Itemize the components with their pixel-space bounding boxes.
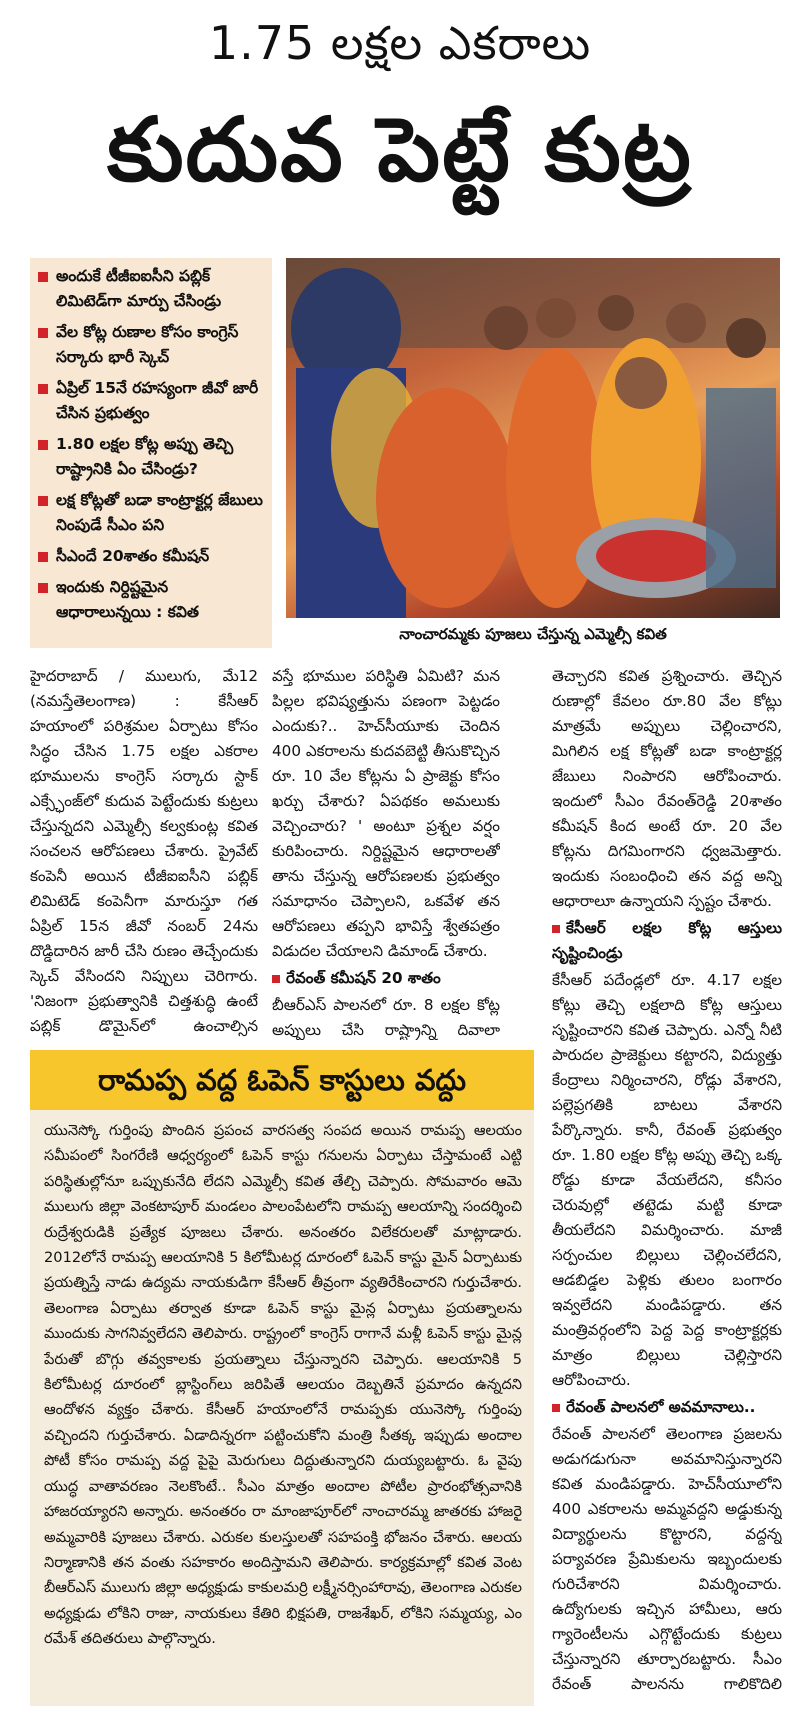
highlight-item: ఏప్రిల్ 15నే రహస్యంగా జీవో జారీ చేసిన ప్రభుత్వం [38,376,264,426]
side-story-body: యునెస్కో గుర్తింపు పొందిన ప్రపంచ వారసత్వ సంపద అయిన రామప్ప ఆలయం సమీపంలో సింగరేణి ఆధ్వర్యంలో ఓపెన్ కాస్టు గనులను ఏర్పాటు చేస్తామంటే ఎట్టి పరిస్థితుల్లోనూ ఒప్పుకునేది లేదని ఎమ్మెల్సీ కవిత తేల్చి చెప్పారు. సోమవారం ఆమె ములుగు జిల్లా వెంకటాపూర్ మండలం పాలంపేటలోని రామప్ప ఆలయాన్ని సందర్శించి రుద్రేశ్వరుడికి ప్రత్యేక పూజలు చేశారు. అనంతరం విలేకరులతో మాట్లాడారు. 2012లోనే రామప్ప ఆలయానికి 5 కిలోమీటర్ల దూరంలో ఓపెన్ కాస్టు మైన్ ఏర్పాటుకు ప్రయత్నిస్తే నాడు ఉద్యమ నాయకుడిగా కేసీఆర్ తీవ్రంగా వ్యతిరేకించారని గుర్తుచేశారు. తెలంగాణ ఏర్పాటు తర్వాత కూడా ఓపెన్ కాస్టు మైన్ల ఏర్పాటు ప్రయత్నాలను ముందుకు సాగనివ్వలేదని తెలిపారు. రాష్ట్రంలో కాంగ్రెస్ రాగానే మళ్లీ ఓపెన్ కాస్టు మైన్ల పేరుతో బొగ్గు తవ్వకాలకు ప్రయత్నాలు చేస్తున్నారని చెప్పారు. ఆలయానికి 5 కిలోమీటర్ల దూరంలో బ్లాస్టింగ్‌లు జరిపితే ఆలయం దెబ్బతినే ప్రమాదం ఉన్నదని ఆందోళన వ్యక్తం చేశారు. కేసీఆర్ హయాంలోనే రామప్పకు యునెస్కో గుర్తింపు వచ్చిందని గుర్తుచేశారు. ఏడాదిన్నరగా పట్టించుకోని మంత్రి సీతక్క ఇప్పుడు అందాల పోటీ కోసం రామప్ప వద్ద పైపై మెరుగులు దిద్దుతున్నారని దుయ్యబట్టారు. ఓ వైపు యుద్ధ వాతావరణం నెలకొంటే.. సీఎం మాత్రం అందాల పోటీల ప్రారంభోత్సవానికి హాజరయ్యారని అన్నారు. అనంతరం రా మాంజాపూర్‌లో నాంచారమ్మ జాతరకు హాజరై అమ్మవారికి పూజలు చేశారు. ఎరుకల కులస్తులతో సహపంక్తి భోజనం చేశారు. ఆలయ నిర్మాణానికి తన వంతు సహకారం అందిస్తామని తెలిపారు. కార్యక్రమాల్లో కవిత వెంట బీఆర్ఎస్ ములుగు జిల్లా అధ్యక్షుడు కాకులమర్రి లక్ష్మీనర్సింహారావు, తెలంగాణ ఎరుకల అధ్యక్షుడు లోకిని రాజు, నాయకులు కేతిరి భిక్షపతి, రాజశేఖర్, లోకిని సమ్మయ్య, ఎం రమేశ్ తదితరులు పాల్గొన్నారు. [44,1122,522,1648]
bullet-square-icon [552,1404,560,1412]
article-paragraph: వస్తే భూముల పరిస్థితి ఏమిటి? మన పిల్లల భవిష్యత్తును పణంగా పెట్టడం ఎందుకు?.. హెచ్‌సీయూకు చెందిన 400 ఎకరాలను కుదవబెట్టి తీసుకొచ్చిన రూ. 10 వేల కోట్లను ఏ ప్రాజెక్టు కోసం ఖర్చు చేశారు? ఏపథకం అమలుకు వెచ్చించారు? ' అంటూ ప్రశ్నల వర్షం కురిపించారు. నిర్దిష్టమైన ఆధారాలతో తాను చేస్తున్న ఆరోపణలకు ప్రభుత్వం సమాధానం చెప్పాలని, ఒకవేళ తన ఆరోపణలు తప్పని భావిస్తే శ్వేతపత్రం విడుదల చేయాలని డిమాండ్ చేశారు. [272,667,500,960]
article-subhead: రేవంత్ పాలనలో అవమానాలు.. [552,1395,782,1420]
article-paragraph: తెచ్చారని కవిత ప్రశ్నించారు. తెచ్చిన రుణాల్లో కేవలం రూ.80 వేల కోట్లు మాత్రమే అప్పులు చెల్లించారని, మిగిలిన లక్ష కోట్లతో బడా కాంట్రాక్టర్ల జేబులు నింపారని ఆరోపించారు. ఇందులో సీఎం రేవంత్‌రెడ్డి 20శాతం కమీషన్ కింద అంటే రూ. 20 వేల కోట్లను దిగమింగారని ధ్వజమెత్తారు. ఇందుకు సంబంధించి తన వద్ద అన్ని ఆధారాలూ ఉన్నాయని స్పష్టం చేశారు. [552,667,782,910]
photo-illustration [286,258,780,618]
bullet-square-icon [38,328,48,338]
highlight-item: వేల కోట్ల రుణాల కోసం కాంగ్రెస్ సర్కారు భారీ స్కెచ్ [38,320,264,370]
bullet-square-icon [38,272,48,282]
article-subhead: రేవంత్ కమీషన్ 20 శాతం [272,966,500,991]
highlights-box [30,258,272,648]
article-paragraph: హైదరాబాద్ / ములుగు, మే12 (నమస్తేతెలంగాణ) : కేసీఆర్ హయాంలో పరిశ్రమల ఏర్పాటు కోసం సిద్ధం చేసిన 1.75 లక్షల ఎకరాల భూములను కాంగ్రెస్ సర్కారు స్టాక్ ఎక్స్ఛేంజ్‌లో కుదువ పెట్టేందుకు కుట్రలు చేస్తున్నదని ఎమ్మెల్సీ కల్వకుంట్ల కవిత సంచలన ఆరోపణలు చేశారు. ప్రైవేట్ కంపెనీ అయిన టీజీఐఐసీని పబ్లిక్ లిమిటెడ్ కంపెనీగా మారుస్తూ గత ఏప్రిల్ 15న జీవో నంబర్ 24ను దొడ్డిదారిన జారీ చేసి రుణం తెచ్చేందుకు స్కెచ్ వేసిందని నిప్పులు చెరిగారు. 'నిజంగా ప్రభుత్వానికి చిత్తశుద్ధి ఉంటే పబ్లిక్ డొమైన్‌లో ఉంచాల్సిన [30,667,258,1035]
bullet-square-icon [272,975,280,983]
bullet-square-icon [38,440,48,450]
news-photo [286,258,780,618]
article-paragraph: కేసీఆర్ పదేండ్లలో రూ. 4.17 లక్షల కోట్లు తెచ్చి లక్షలాది కోట్ల ఆస్తులు సృష్టించారని కవిత చెప్పారు. ఎన్నో నీటి పారుదల ప్రాజెక్టులు కట్టారని, విద్యుత్తు కేంద్రాలు నిర్మించారని, రోడ్లు వేశారని, పల్లెప్రగతికి బాటలు వేశారని పేర్కొన్నారు. కానీ, రేవంత్ ప్రభుత్వం రూ. 1.80 లక్షల కోట్ల అప్పు తెచ్చి ఒక్క రోడ్డు కూడా వేయలేదని, కనీసం చెరువుల్లో తట్టెడు మట్టి కూడా తీయలేదని విమర్శించారు. మాజీ సర్పంచుల బిల్లులు చెల్లించలేదని, ఆడబిడ్డల పెళ్లికు తులం బంగారం ఇవ్వలేదని మండిపడ్డారు. తన మంత్రివర్గంలోని పెద్ద పెద్ద కాంట్రాక్టర్లకు మాత్రం బిల్లులు చెల్లిస్తారని ఆరోపించారు. [552,971,782,1389]
bullet-square-icon [38,384,48,394]
article-paragraph: బీఆర్ఎస్ పాలనలో రూ. 8 లక్షల కోట్ల అప్పులు చేసి రాష్ట్రాన్ని దివాలా [272,996,500,1039]
bullet-square-icon [552,925,560,933]
article-paragraph: రేవంత్ పాలనలో తెలంగాణ ప్రజలను అడుగడుగునా అవమానిస్తున్నారని కవిత మండిపడ్డారు. హెచ్‌సీయూలోని 400 ఎకరాలను అమ్మవద్దని అడ్డుకున్న విద్యార్థులను కొట్టారని, వద్దన్న పర్యావరణ ప్రేమికులను ఇబ్బందులకు గురిచేశారని విమర్శించారు. ఉద్యోగులకు ఇచ్చిన హామీలు, ఆరు గ్యారెంటీలను ఎగ్గొట్టేందుకు కుట్రలు చేస్తున్నారని తూర్పారబట్టారు. సీఎం రేవంత్ పాలనను గాలికొదిలి [552,1425,782,1693]
highlight-item: అందుకే టీజీఐఐసీని పబ్లిక్ లిమిటెడ్‌గా మార్పు చేసిండ్రు [38,264,264,314]
bullet-square-icon [38,552,48,562]
article-column-1 [30,664,258,1040]
headline-line-1: 1.75 లక్షల ఎకరాలు [208,16,592,70]
article-column-3 [552,664,782,1694]
side-story-title: రామప్ప వద్ద ఓపెన్ కాస్టులు వద్దు [30,1050,534,1110]
photo-caption: నాంచారమ్మకు పూజలు చేస్తున్న ఎమ్మెల్సీ కవిత [399,625,667,643]
article-column-2 [272,664,500,1040]
bullet-square-icon [38,496,48,506]
highlight-item: లక్ష కోట్లతో బడా కాంట్రాక్టర్ల జేబులు నింపుడే సీఎం పని [38,488,264,538]
highlight-item: 1.80 లక్షల కోట్ల అప్పు తెచ్చి రాష్ట్రానికి ఏం చేసిండ్రు? [38,432,264,482]
highlights-list [38,264,264,625]
article-subhead: కేసీఆర్ లక్షల కోట్ల ఆస్తులు సృష్టించిండ్రు [552,919,782,962]
highlight-item: ఇందుకు నిర్దిష్టమైన ఆధారాలున్నయి : కవిత [38,575,264,625]
bullet-square-icon [38,583,48,593]
side-story-box [30,1050,534,1706]
highlight-item: సీఎందే 20శాతం కమీషన్ [38,544,264,569]
headline-line-2: కుదువ పెట్టే కుట్ర [107,98,693,201]
